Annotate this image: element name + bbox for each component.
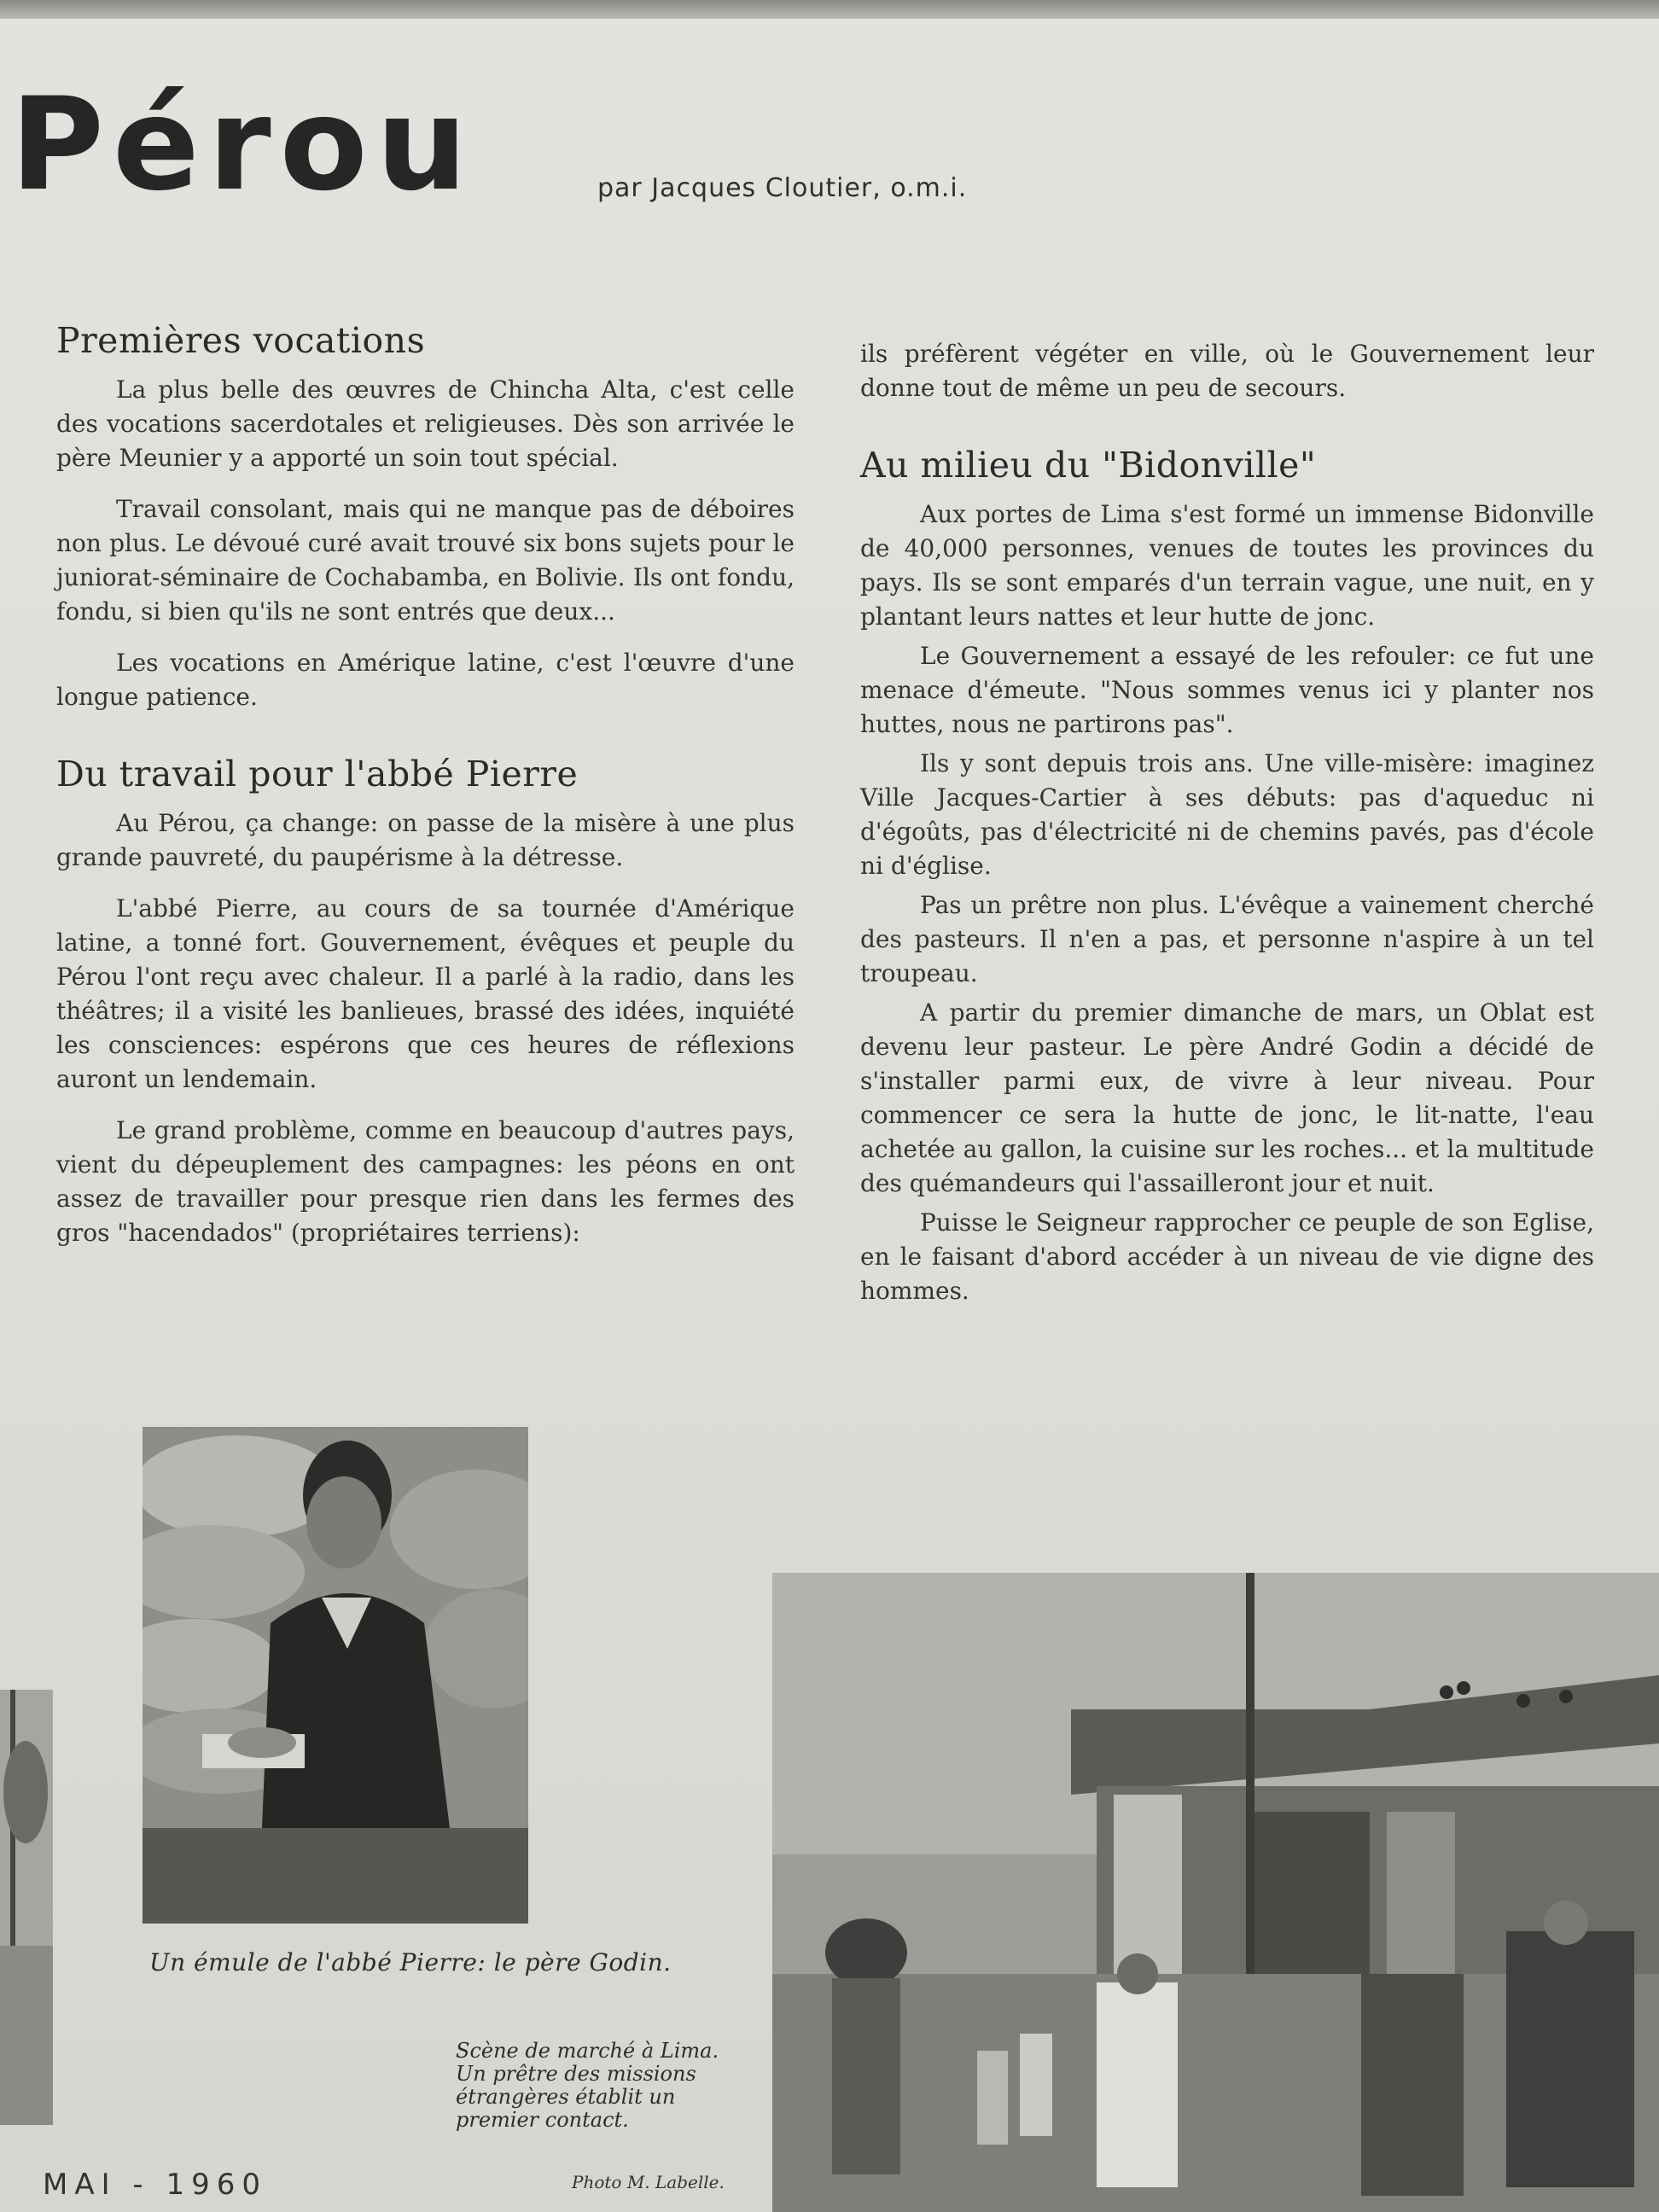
paragraph: Aux portes de Lima s'est formé un immense Bidonville de 40,000 personnes, venues de toutes les provinces du pays. Ils se sont emparés d'un terrain vague, une nuit, en y plantant leurs nattes et leur hutte de jonc. bbox=[860, 500, 1594, 631]
photo-marche-lima bbox=[772, 1573, 1659, 2212]
paragraph: Ils y sont depuis trois ans. Une ville-misère: imaginez Ville Jacques-Cartier à ses débuts: pas d'aqueduc ni d'égoûts, pas d'électricité ni de chemins pavés, pas d'école ni d'église. bbox=[860, 749, 1594, 880]
photo-caption-marche: Scène de marché à Lima. Un prêtre des missions étrangères établit un premier contact. bbox=[456, 2039, 719, 2132]
paragraph: Puisse le Seigneur rapprocher ce peuple de son Eglise, en le faisant d'abord accéder à un niveau de vie digne des hommes. bbox=[860, 1208, 1594, 1305]
section-heading-premieres-vocations: Premières vocations bbox=[56, 320, 426, 361]
paragraph: La plus belle des œuvres de Chincha Alta, c'est celle des vocations sacerdotales et religieuses. Dès son arrivée le père Meunier y a apporté un soin tout spécial. bbox=[56, 375, 795, 472]
photo-left-edge-image bbox=[0, 1690, 53, 2125]
paragraph: Travail consolant, mais qui ne manque pas de déboires non plus. Le dévoué curé avait trouvé six bons sujets pour le juniorat-séminaire de Cochabamba, en Bolivie. Ils ont fondu, fondu, si bien qu'ils ne sont entrés que deux... bbox=[56, 495, 795, 626]
paragraph: Au Pérou, ça change: on passe de la misère à une plus grande pauvreté, du paupérisme à la détresse. bbox=[56, 809, 795, 871]
photo-caption-godin: Un émule de l'abbé Pierre: le père Godin. bbox=[149, 1948, 672, 1976]
paragraph: Les vocations en Amérique latine, c'est l'œuvre d'une longue patience. bbox=[56, 649, 795, 711]
column-right bbox=[860, 337, 1594, 1313]
photo-pere-godin bbox=[143, 1427, 528, 1924]
photo-left-edge bbox=[0, 1690, 53, 2125]
paragraph: Le Gouvernement a essayé de les refouler: ce fut une menace d'émeute. "Nous sommes venus ici y planter nos huttes, nous ne partirons pas". bbox=[860, 642, 1594, 738]
article-title: Pérou bbox=[10, 71, 476, 219]
paragraph: A partir du premier dimanche de mars, un Oblat est devenu leur pasteur. Le père André Godin a décidé de s'installer parmi eux, de vivre à leur niveau. Pour commencer ce sera la hutte de jonc, le lit-natte, l'eau achetée au gallon, la cuisine sur les roches... et la multitude des quémandeurs qui l'assailleront jour et nuit. bbox=[860, 998, 1594, 1197]
section-heading-abbe-pierre: Du travail pour l'abbé Pierre bbox=[56, 754, 579, 795]
article-byline: par Jacques Cloutier, o.m.i. bbox=[597, 173, 968, 203]
paragraph: L'abbé Pierre, au cours de sa tournée d'Amérique latine, a tonné fort. Gouvernement, évêques et peuple du Pérou l'ont reçu avec chaleur. Il a parlé à la radio, dans les théâtres; il a visité les banlieues, brassé des idées, inquiété les consciences: espérons que ces heures de réflexions auront un lendemain. bbox=[56, 894, 795, 1093]
paragraph: Pas un prêtre non plus. L'évêque a vainement cherché des pasteurs. Il n'en a pas, et personne n'aspire à un tel troupeau. bbox=[860, 891, 1594, 987]
photo-pere-godin-image bbox=[143, 1427, 528, 1924]
paragraph: ils préfèrent végéter en ville, où le Gouvernement leur donne tout de même un peu de secours. bbox=[860, 340, 1594, 402]
page-top-edge bbox=[0, 0, 1659, 19]
paragraph: Le grand problème, comme en beaucoup d'autres pays, vient du dépeuplement des campagnes: les péons en ont assez de travailler pour presque rien dans les fermes des gros "hacendados" (propriétaires terriens): bbox=[56, 1116, 795, 1247]
photo-credit: Photo M. Labelle. bbox=[572, 2172, 725, 2192]
column-left bbox=[56, 320, 795, 1267]
section-heading-bidonville: Au milieu du "Bidonville" bbox=[860, 445, 1317, 486]
footer-date: MAI - 1960 bbox=[43, 2168, 268, 2202]
photo-marche-lima-image bbox=[772, 1573, 1659, 2212]
